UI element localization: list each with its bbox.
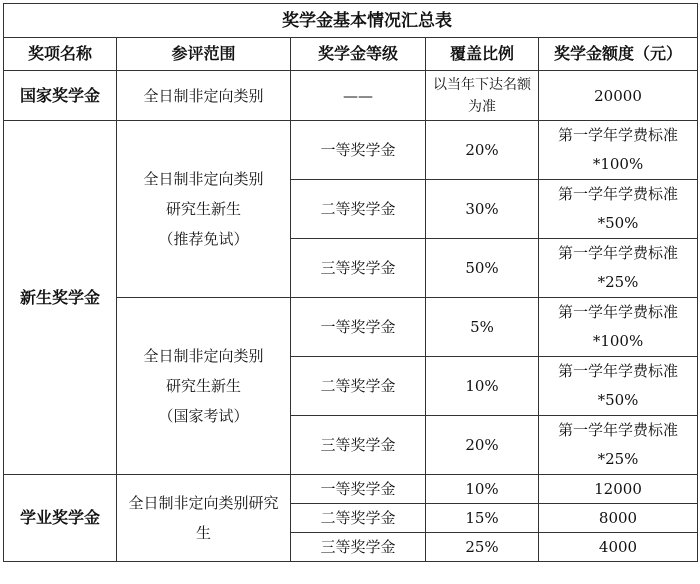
award-name-academic: 学业奖学金 (4, 475, 117, 562)
ratio-cell: 以当年下达名额 为准 (426, 71, 539, 121)
level-cell: 三等奖学金 (291, 416, 426, 475)
ratio-cell: 15% (426, 504, 539, 533)
ratio-cell: 25% (426, 533, 539, 562)
table-row (4, 71, 698, 121)
table-title: 奖学金基本情况汇总表 (4, 4, 698, 38)
ratio-cell: 20% (426, 121, 539, 180)
level-cell: 二等奖学金 (291, 357, 426, 416)
amount-cell: 第一学年学费标准 *50% (539, 357, 698, 416)
scope-cell: 全日制非定向类别 (117, 71, 291, 121)
scholarship-summary-table (3, 3, 698, 562)
ratio-cell: 10% (426, 357, 539, 416)
award-name-national: 国家奖学金 (4, 71, 117, 121)
amount-cell: 第一学年学费标准 *50% (539, 180, 698, 239)
amount-cell: 4000 (539, 533, 698, 562)
amount-cell: 12000 (539, 475, 698, 504)
header-scope: 参评范围 (117, 38, 291, 71)
amount-cell: 第一学年学费标准 *100% (539, 121, 698, 180)
level-cell: 二等奖学金 (291, 504, 426, 533)
header-ratio: 覆盖比例 (426, 38, 539, 71)
table-row (4, 121, 698, 180)
level-cell: 一等奖学金 (291, 298, 426, 357)
header-level: 奖学金等级 (291, 38, 426, 71)
ratio-cell: 30% (426, 180, 539, 239)
header-amount: 奖学金额度（元） (539, 38, 698, 71)
amount-cell: 第一学年学费标准 *25% (539, 416, 698, 475)
level-cell: 一等奖学金 (291, 475, 426, 504)
header-row (4, 38, 698, 71)
header-award-name: 奖项名称 (4, 38, 117, 71)
level-cell: 三等奖学金 (291, 533, 426, 562)
scope-cell: 全日制非定向类别 研究生新生 （国家考试） (117, 298, 291, 475)
ratio-cell: 20% (426, 416, 539, 475)
ratio-cell: 50% (426, 239, 539, 298)
amount-cell: 8000 (539, 504, 698, 533)
amount-cell: 20000 (539, 71, 698, 121)
level-cell: 一等奖学金 (291, 121, 426, 180)
scope-cell: 全日制非定向类别 研究生新生 （推荐免试） (117, 121, 291, 298)
scope-cell: 全日制非定向类别研究 生 (117, 475, 291, 562)
table-row (4, 475, 698, 504)
level-cell: 三等奖学金 (291, 239, 426, 298)
ratio-cell: 10% (426, 475, 539, 504)
amount-cell: 第一学年学费标准 *25% (539, 239, 698, 298)
level-cell: 二等奖学金 (291, 180, 426, 239)
award-name-freshman: 新生奖学金 (4, 121, 117, 475)
level-cell: —— (291, 71, 426, 121)
amount-cell: 第一学年学费标准 *100% (539, 298, 698, 357)
ratio-cell: 5% (426, 298, 539, 357)
